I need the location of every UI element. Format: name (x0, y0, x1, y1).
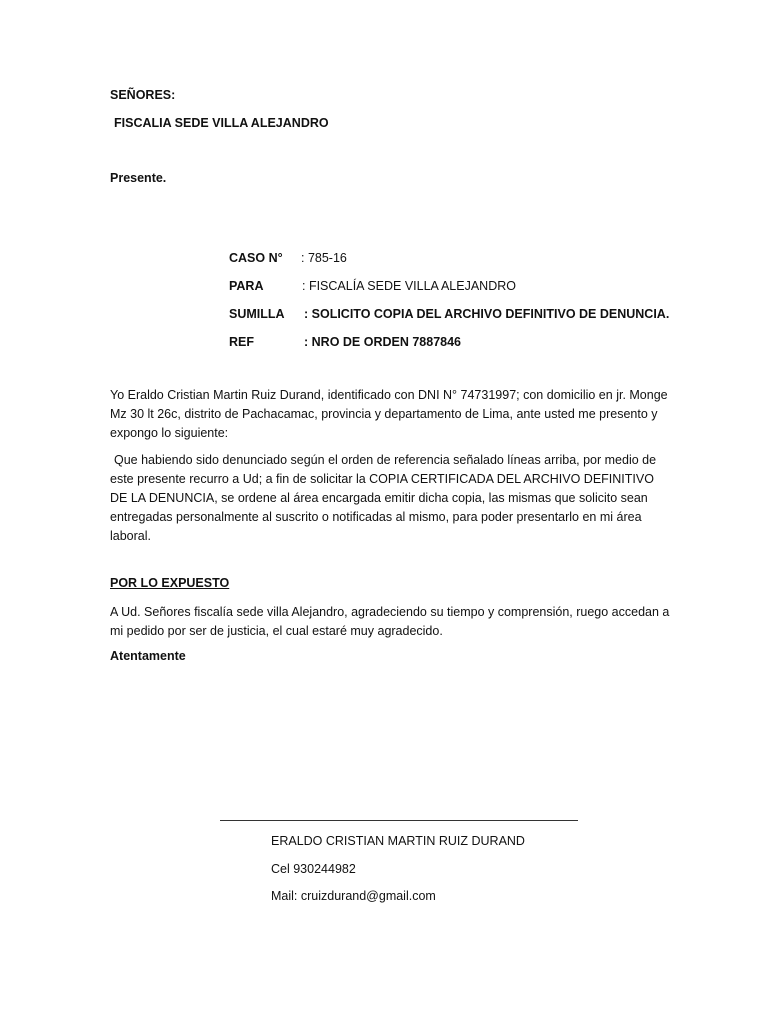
ref-label-para: PARA (229, 279, 264, 293)
body-paragraph: Que habiendo sido denunciado según el orden de referencia señalado líneas arriba, por medio de este presente recurro a Ud; a fin de solicitar la COPIA CERTIFICADA DEL ARCHIVO DEFINITIVO DE LA DENUNCIA, se ordene al área encargada emitir dicha copia, las mismas que solicito sean entregadas personalmente al suscrito o notificadas al mismo, para poder presentarlo en mi área laboral. (110, 453, 657, 543)
ref-value-para: : FISCALÍA SEDE VILLA ALEJANDRO (302, 279, 516, 293)
signature-line (220, 820, 578, 821)
presente: Presente. (110, 171, 167, 185)
salutation: SEÑORES: (110, 88, 176, 102)
ref-label-caso: CASO N° (229, 251, 283, 265)
ref-value-caso: : 785-16 (301, 251, 347, 265)
ref-value-ref: : NRO DE ORDEN 7887846 (304, 335, 462, 349)
por-lo-expuesto-heading: POR LO EXPUESTO (110, 576, 230, 590)
addressee: FISCALIA SEDE VILLA ALEJANDRO (114, 116, 329, 130)
atentamente: Atentamente (110, 649, 186, 663)
signature-phone: Cel 930244982 (271, 862, 356, 876)
intro-paragraph: Yo Eraldo Cristian Martin Ruiz Durand, identificado con DNI N° 74731997; con domicilio en jr. Monge Mz 30 lt 26c, distrito de Pachacamac, provincia y departamento de Lima, ante usted me presento y expongo lo siguiente: (110, 388, 668, 440)
ref-label-ref: REF (229, 335, 254, 349)
closing-paragraph: A Ud. Señores fiscalía sede villa Alejandro, agradeciendo su tiempo y comprensión, ruego accedan a mi pedido por ser de justicia, el cual estaré muy agradecido. (110, 605, 670, 638)
ref-label-sumilla: SUMILLA (229, 307, 285, 321)
signature-name: ERALDO CRISTIAN MARTIN RUIZ DURAND (271, 834, 525, 848)
ref-value-sumilla: : SOLICITO COPIA DEL ARCHIVO DEFINITIVO DE DENUNCIA. (304, 307, 670, 321)
signature-mail: Mail: cruizdurand@gmail.com (271, 889, 436, 903)
